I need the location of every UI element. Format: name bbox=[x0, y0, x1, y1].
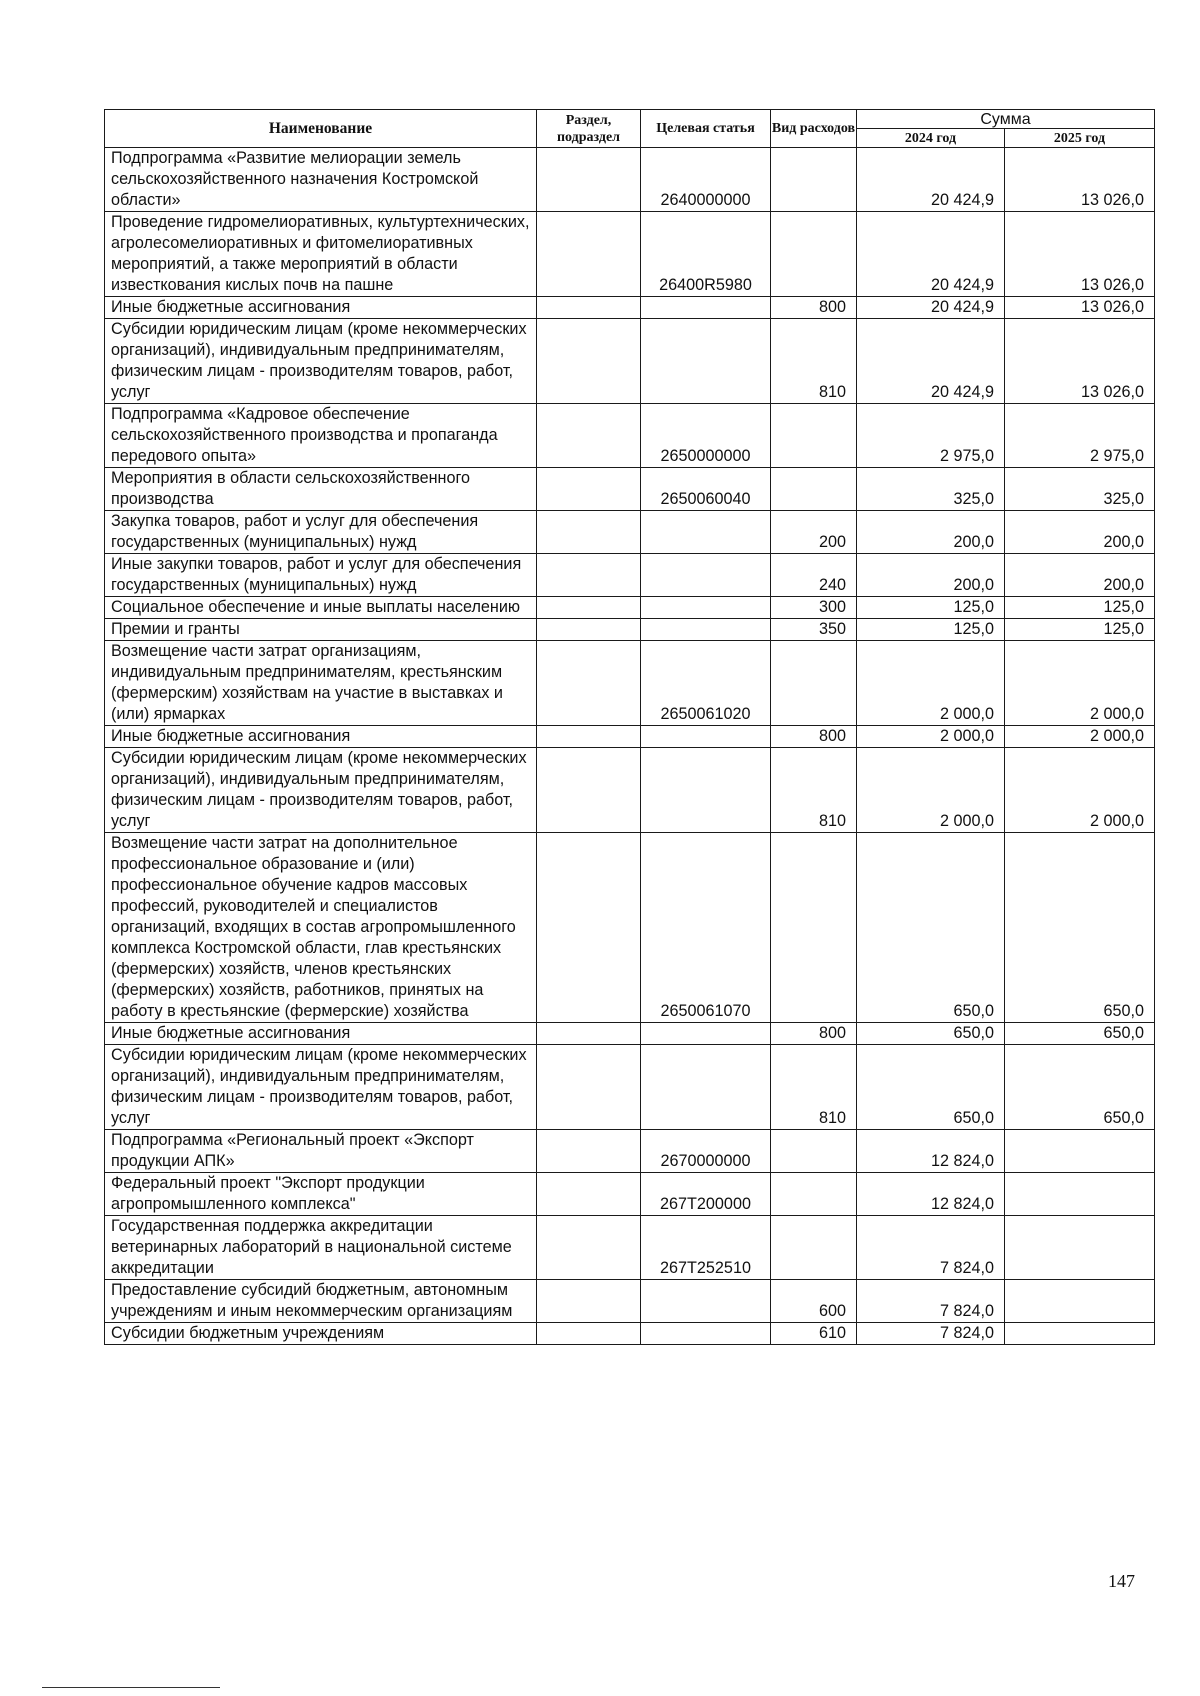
table-row bbox=[105, 1130, 1155, 1173]
row-expense-type bbox=[771, 833, 857, 1023]
row-sum-2024: 7 824,0 bbox=[857, 1280, 1005, 1323]
row-section bbox=[537, 148, 641, 212]
table-row bbox=[105, 297, 1155, 319]
row-sum-2025: 650,0 bbox=[1005, 1023, 1155, 1045]
row-sum-2024: 20 424,9 bbox=[857, 297, 1005, 319]
table-row bbox=[105, 148, 1155, 212]
row-sum-2024: 2 000,0 bbox=[857, 748, 1005, 833]
row-expense-type: 200 bbox=[771, 511, 857, 554]
row-target: 267T200000 bbox=[641, 1173, 771, 1216]
row-sum-2024: 7 824,0 bbox=[857, 1323, 1005, 1345]
row-target: 2640000000 bbox=[641, 148, 771, 212]
row-expense-type bbox=[771, 1216, 857, 1280]
row-section bbox=[537, 597, 641, 619]
table-row bbox=[105, 554, 1155, 597]
row-expense-type: 240 bbox=[771, 554, 857, 597]
table-row bbox=[105, 1323, 1155, 1345]
row-name: Иные закупки товаров, работ и услуг для обеспечения государственных (муниципальных) нужд bbox=[105, 554, 537, 597]
row-expense-type: 610 bbox=[771, 1323, 857, 1345]
row-sum-2024: 12 824,0 bbox=[857, 1130, 1005, 1173]
row-section bbox=[537, 511, 641, 554]
row-sum-2024: 20 424,9 bbox=[857, 319, 1005, 404]
budget-table bbox=[104, 109, 1155, 1345]
row-section bbox=[537, 641, 641, 726]
row-section bbox=[537, 468, 641, 511]
row-section bbox=[537, 297, 641, 319]
row-name: Подпрограмма «Кадровое обеспечение сельскохозяйственного производства и пропаганда передового опыта» bbox=[105, 404, 537, 468]
table-body bbox=[105, 148, 1155, 1345]
header-target: Целевая статья bbox=[641, 110, 771, 148]
row-name: Государственная поддержка аккредитации ветеринарных лабораторий в национальной системе аккредитации bbox=[105, 1216, 537, 1280]
table-row bbox=[105, 641, 1155, 726]
row-expense-type: 800 bbox=[771, 297, 857, 319]
row-section bbox=[537, 1173, 641, 1216]
header-year-2025: 2025 год bbox=[1005, 129, 1155, 148]
row-expense-type bbox=[771, 212, 857, 297]
row-target bbox=[641, 297, 771, 319]
row-sum-2024: 20 424,9 bbox=[857, 212, 1005, 297]
row-target bbox=[641, 597, 771, 619]
row-name: Возмещение части затрат на дополнительное профессиональное образование и (или) профессиональное обучение кадров массовых профессий, руководителей и специалистов организаций, входящих в состав агропромышленного комплекса Костромской области, глав крестьянских (фермерских) хозяйств, членов крестьянских (фермерских) хозяйств, работников, принятых на работу в крестьянские (фермерские) хозяйства bbox=[105, 833, 537, 1023]
table-row bbox=[105, 619, 1155, 641]
row-sum-2025 bbox=[1005, 1280, 1155, 1323]
row-name: Социальное обеспечение и иные выплаты населению bbox=[105, 597, 537, 619]
row-sum-2025: 125,0 bbox=[1005, 597, 1155, 619]
row-target: 2670000000 bbox=[641, 1130, 771, 1173]
row-sum-2024: 2 000,0 bbox=[857, 726, 1005, 748]
row-target bbox=[641, 319, 771, 404]
row-section bbox=[537, 212, 641, 297]
row-expense-type bbox=[771, 1130, 857, 1173]
row-target: 2650060040 bbox=[641, 468, 771, 511]
row-expense-type bbox=[771, 641, 857, 726]
row-sum-2024: 650,0 bbox=[857, 833, 1005, 1023]
row-expense-type: 810 bbox=[771, 1045, 857, 1130]
row-name: Предоставление субсидий бюджетным, автономным учреждениям и иным некоммерческим организациям bbox=[105, 1280, 537, 1323]
table-row bbox=[105, 1173, 1155, 1216]
row-sum-2024: 2 975,0 bbox=[857, 404, 1005, 468]
row-target bbox=[641, 619, 771, 641]
row-section bbox=[537, 1130, 641, 1173]
row-sum-2025: 200,0 bbox=[1005, 511, 1155, 554]
row-name: Субсидии бюджетным учреждениям bbox=[105, 1323, 537, 1345]
row-target: 2650061070 bbox=[641, 833, 771, 1023]
row-target bbox=[641, 1045, 771, 1130]
row-target: 267T252510 bbox=[641, 1216, 771, 1280]
row-name: Федеральный проект "Экспорт продукции агропромышленного комплекса" bbox=[105, 1173, 537, 1216]
row-sum-2024: 200,0 bbox=[857, 511, 1005, 554]
row-sum-2024: 12 824,0 bbox=[857, 1173, 1005, 1216]
row-sum-2025: 2 000,0 bbox=[1005, 748, 1155, 833]
footnote-divider bbox=[42, 1687, 220, 1688]
header-type: Вид расходов bbox=[771, 110, 857, 148]
row-name: Закупка товаров, работ и услуг для обеспечения государственных (муниципальных) нужд bbox=[105, 511, 537, 554]
table-row bbox=[105, 597, 1155, 619]
table-row bbox=[105, 726, 1155, 748]
row-section bbox=[537, 554, 641, 597]
row-section bbox=[537, 1023, 641, 1045]
table-row bbox=[105, 1280, 1155, 1323]
row-sum-2025: 650,0 bbox=[1005, 1045, 1155, 1130]
header-section: Раздел, подраздел bbox=[537, 110, 641, 148]
row-sum-2024: 20 424,9 bbox=[857, 148, 1005, 212]
header-year-2024: 2024 год bbox=[857, 129, 1005, 148]
table-row bbox=[105, 1216, 1155, 1280]
row-sum-2024: 125,0 bbox=[857, 619, 1005, 641]
row-expense-type bbox=[771, 1173, 857, 1216]
row-section bbox=[537, 833, 641, 1023]
row-section bbox=[537, 1216, 641, 1280]
row-name: Проведение гидромелиоративных, культуртехнических, агролесомелиоративных и фитомелиоративных мероприятий, а также мероприятий в области известкования кислых почв на пашне bbox=[105, 212, 537, 297]
row-sum-2025: 2 000,0 bbox=[1005, 641, 1155, 726]
row-section bbox=[537, 1280, 641, 1323]
row-target bbox=[641, 726, 771, 748]
row-name: Подпрограмма «Региональный проект «Экспорт продукции АПК» bbox=[105, 1130, 537, 1173]
table-row bbox=[105, 1045, 1155, 1130]
row-name: Субсидии юридическим лицам (кроме некоммерческих организаций), индивидуальным предпринимателям, физическим лицам - производителям товаров, работ, услуг bbox=[105, 319, 537, 404]
table-row bbox=[105, 404, 1155, 468]
row-name: Иные бюджетные ассигнования bbox=[105, 297, 537, 319]
row-section bbox=[537, 1323, 641, 1345]
row-section bbox=[537, 726, 641, 748]
header-name: Наименование bbox=[105, 110, 537, 148]
row-sum-2025: 13 026,0 bbox=[1005, 148, 1155, 212]
row-section bbox=[537, 619, 641, 641]
row-target bbox=[641, 1323, 771, 1345]
table-row bbox=[105, 833, 1155, 1023]
row-sum-2024: 2 000,0 bbox=[857, 641, 1005, 726]
row-name: Иные бюджетные ассигнования bbox=[105, 726, 537, 748]
row-sum-2025: 13 026,0 bbox=[1005, 319, 1155, 404]
row-sum-2025 bbox=[1005, 1216, 1155, 1280]
table-row bbox=[105, 1023, 1155, 1045]
row-sum-2025 bbox=[1005, 1323, 1155, 1345]
row-sum-2025 bbox=[1005, 1130, 1155, 1173]
row-target bbox=[641, 554, 771, 597]
row-expense-type bbox=[771, 468, 857, 511]
row-sum-2025: 13 026,0 bbox=[1005, 297, 1155, 319]
row-expense-type: 800 bbox=[771, 1023, 857, 1045]
row-sum-2024: 650,0 bbox=[857, 1023, 1005, 1045]
row-sum-2025: 13 026,0 bbox=[1005, 212, 1155, 297]
row-name: Иные бюджетные ассигнования bbox=[105, 1023, 537, 1045]
row-section bbox=[537, 404, 641, 468]
row-name: Подпрограмма «Развитие мелиорации земель сельскохозяйственного назначения Костромской области» bbox=[105, 148, 537, 212]
row-name: Возмещение части затрат организациям, индивидуальным предпринимателям, крестьянским (фермерским) хозяйствам на участие в выставках и (или) ярмарках bbox=[105, 641, 537, 726]
row-name: Премии и гранты bbox=[105, 619, 537, 641]
row-section bbox=[537, 748, 641, 833]
row-expense-type bbox=[771, 148, 857, 212]
row-expense-type: 350 bbox=[771, 619, 857, 641]
row-sum-2025: 325,0 bbox=[1005, 468, 1155, 511]
row-sum-2025: 650,0 bbox=[1005, 833, 1155, 1023]
row-section bbox=[537, 1045, 641, 1130]
row-target: 2650061020 bbox=[641, 641, 771, 726]
row-expense-type bbox=[771, 404, 857, 468]
row-expense-type: 600 bbox=[771, 1280, 857, 1323]
row-target bbox=[641, 1023, 771, 1045]
row-sum-2024: 125,0 bbox=[857, 597, 1005, 619]
row-name: Мероприятия в области сельскохозяйственного производства bbox=[105, 468, 537, 511]
row-sum-2024: 7 824,0 bbox=[857, 1216, 1005, 1280]
row-sum-2025: 2 000,0 bbox=[1005, 726, 1155, 748]
row-sum-2024: 325,0 bbox=[857, 468, 1005, 511]
row-target: 26400R5980 bbox=[641, 212, 771, 297]
page-number: 147 bbox=[1108, 1571, 1135, 1591]
row-expense-type: 810 bbox=[771, 319, 857, 404]
row-sum-2025: 2 975,0 bbox=[1005, 404, 1155, 468]
header-sum: Сумма bbox=[857, 110, 1155, 129]
table-row bbox=[105, 511, 1155, 554]
row-sum-2025: 125,0 bbox=[1005, 619, 1155, 641]
table-row bbox=[105, 319, 1155, 404]
row-name: Субсидии юридическим лицам (кроме некоммерческих организаций), индивидуальным предпринимателям, физическим лицам - производителям товаров, работ, услуг bbox=[105, 1045, 537, 1130]
table-header bbox=[105, 110, 1155, 148]
row-sum-2025: 200,0 bbox=[1005, 554, 1155, 597]
row-target: 2650000000 bbox=[641, 404, 771, 468]
row-expense-type: 810 bbox=[771, 748, 857, 833]
row-sum-2025 bbox=[1005, 1173, 1155, 1216]
row-expense-type: 300 bbox=[771, 597, 857, 619]
row-name: Субсидии юридическим лицам (кроме некоммерческих организаций), индивидуальным предпринимателям, физическим лицам - производителям товаров, работ, услуг bbox=[105, 748, 537, 833]
row-target bbox=[641, 748, 771, 833]
table-row bbox=[105, 748, 1155, 833]
row-sum-2024: 200,0 bbox=[857, 554, 1005, 597]
row-target bbox=[641, 511, 771, 554]
table-row bbox=[105, 212, 1155, 297]
table-row bbox=[105, 468, 1155, 511]
row-target bbox=[641, 1280, 771, 1323]
row-expense-type: 800 bbox=[771, 726, 857, 748]
row-section bbox=[537, 319, 641, 404]
row-sum-2024: 650,0 bbox=[857, 1045, 1005, 1130]
